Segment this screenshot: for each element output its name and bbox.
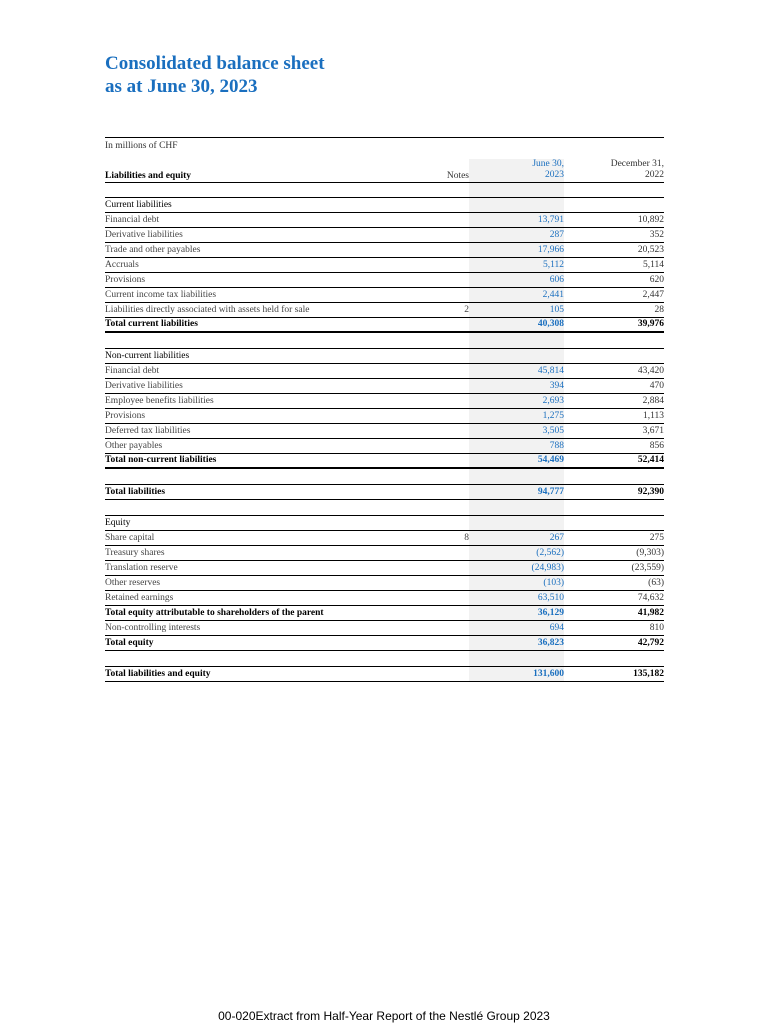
row-note: [445, 377, 469, 378]
current-value: (24,983): [469, 561, 564, 575]
row-note: [445, 452, 469, 453]
prior-value: 1,113: [642, 411, 664, 421]
current-value: 394: [469, 379, 564, 393]
current-value: 2,441: [469, 288, 564, 302]
prior-value: 620: [649, 275, 664, 285]
table-row: [105, 591, 664, 606]
prior-value: 352: [649, 230, 664, 240]
row-label: Provisions: [105, 275, 146, 285]
table-row: [105, 243, 664, 258]
row-label: Translation reserve: [105, 563, 178, 573]
prior-value: 2,447: [642, 290, 664, 300]
prior-value: 856: [649, 441, 664, 451]
header-label: Liabilities and equity: [105, 171, 192, 181]
prior-value: 41,982: [637, 608, 664, 618]
table-row: [105, 228, 664, 243]
current-value: 36,823: [469, 636, 564, 650]
prior-value: 3,671: [642, 426, 664, 436]
row-label: Total equity attributable to shareholders of the parent: [105, 608, 324, 618]
page-footer: 00-020Extract from Half-Year Report of the Nestlé Group 2023: [218, 1009, 550, 1023]
row-note: [445, 559, 469, 560]
table-row: [105, 621, 664, 636]
notes-column-header: Notes: [446, 171, 469, 181]
prior-period-header: [564, 159, 664, 182]
page-title: [105, 52, 325, 98]
row-label: Other reserves: [105, 578, 161, 588]
balance-sheet-table: [105, 137, 664, 682]
row-note: [445, 498, 469, 499]
table-row: [105, 546, 664, 561]
prior-value: 39,976: [637, 319, 664, 329]
current-value: 94,777: [469, 485, 564, 499]
prior-value: 470: [649, 381, 664, 391]
row-note: [445, 649, 469, 650]
row-note: [445, 392, 469, 393]
current-value: 5,112: [469, 258, 564, 272]
table-row: [105, 213, 664, 228]
spacer-row: [105, 651, 664, 667]
prior-value: 52,414: [637, 455, 664, 465]
row-label: Non-current liabilities: [105, 351, 190, 361]
current-value: 2,693: [469, 394, 564, 408]
current-value: 105: [469, 303, 564, 317]
current-value: 63,510: [469, 591, 564, 605]
section-heading: [105, 349, 664, 364]
table-row: [105, 394, 664, 409]
row-label: Total non-current liabilities: [105, 455, 217, 465]
spacer-row: [105, 333, 664, 349]
row-label: Current liabilities: [105, 200, 172, 210]
prior-value: 20,523: [637, 245, 664, 255]
row-note: 8: [464, 533, 469, 543]
total-row: [105, 636, 664, 651]
total-row: [105, 318, 664, 333]
table-row: [105, 303, 664, 318]
total-row: [105, 454, 664, 469]
table-row: [105, 531, 664, 546]
row-label: Financial debt: [105, 215, 160, 225]
row-note: [445, 574, 469, 575]
prior-value: 42,792: [637, 638, 664, 648]
row-note: [445, 330, 469, 331]
prior-value: [564, 211, 664, 212]
current-value: 788: [469, 439, 564, 453]
row-note: [445, 256, 469, 257]
current-value: (103): [469, 576, 564, 590]
row-note: [445, 604, 469, 605]
prior-value: 810: [649, 623, 664, 633]
row-label: Employee benefits liabilities: [105, 396, 214, 406]
prior-value: (9,303): [636, 548, 664, 558]
row-note: [445, 619, 469, 620]
prior-value: 135,182: [633, 669, 664, 679]
current-value: 694: [469, 621, 564, 635]
total-row: [105, 485, 664, 500]
row-label: Trade and other payables: [105, 245, 201, 255]
current-period-line-2: 2023: [545, 170, 564, 180]
row-note: [445, 422, 469, 423]
table-row: [105, 606, 664, 621]
current-value: 267: [469, 531, 564, 545]
spacer-row: [105, 469, 664, 485]
row-note: [445, 634, 469, 635]
row-label: Derivative liabilities: [105, 381, 183, 391]
table-row: [105, 258, 664, 273]
current-value: 40,308: [469, 318, 564, 331]
table-row: [105, 288, 664, 303]
row-label: Share capital: [105, 533, 155, 543]
column-header-row: [105, 159, 664, 183]
current-value: [469, 349, 564, 363]
current-value: [469, 198, 564, 212]
section-heading: [105, 516, 664, 531]
prior-value: 92,390: [637, 487, 664, 497]
row-label: Deferred tax liabilities: [105, 426, 191, 436]
prior-value: 5,114: [642, 260, 664, 270]
title-line-1: Consolidated balance sheet: [105, 53, 325, 74]
prior-value: 28: [654, 305, 664, 315]
row-label: Provisions: [105, 411, 146, 421]
current-value: 17,966: [469, 243, 564, 257]
current-value: 131,600: [469, 667, 564, 681]
row-note: [445, 226, 469, 227]
current-value: (2,562): [469, 546, 564, 560]
prior-value: 275: [649, 533, 664, 543]
row-label: Current income tax liabilities: [105, 290, 217, 300]
row-note: 2: [464, 305, 469, 315]
row-note: [445, 589, 469, 590]
row-note: [445, 301, 469, 302]
row-note: [445, 437, 469, 438]
prior-value: [564, 529, 664, 530]
table-row: [105, 576, 664, 591]
table-row: [105, 273, 664, 288]
row-note: [445, 362, 469, 363]
prior-value: 43,420: [637, 366, 664, 376]
current-value: [469, 516, 564, 530]
row-label: Accruals: [105, 260, 139, 270]
prior-value: 74,632: [637, 593, 664, 603]
current-value: 13,791: [469, 213, 564, 227]
grand-total-row: [105, 667, 664, 682]
table-row: [105, 409, 664, 424]
row-label: Total current liabilities: [105, 319, 198, 329]
row-label: Financial debt: [105, 366, 160, 376]
table-row: [105, 439, 664, 454]
row-note: [445, 680, 469, 681]
prior-value: (63): [648, 578, 664, 588]
spacer-row: [105, 500, 664, 516]
current-value: 1,275: [469, 409, 564, 423]
table-row: [105, 424, 664, 439]
current-value: 606: [469, 273, 564, 287]
row-label: Liabilities directly associated with assets held for sale: [105, 305, 310, 315]
current-value: 54,469: [469, 454, 564, 467]
current-value: 3,505: [469, 424, 564, 438]
current-value: 36,129: [469, 606, 564, 620]
row-note: [445, 529, 469, 530]
row-note: [445, 271, 469, 272]
current-period-header: [469, 159, 564, 182]
row-note: [445, 211, 469, 212]
row-label: Treasury shares: [105, 548, 165, 558]
row-label: Total equity: [105, 638, 154, 648]
units-label: In millions of CHF: [105, 141, 178, 151]
current-value: 287: [469, 228, 564, 242]
current-period-line-1: June 30,: [532, 159, 564, 169]
prior-period-line-1: December 31,: [610, 159, 664, 169]
row-note: [445, 241, 469, 242]
prior-value: (23,559): [631, 563, 664, 573]
section-heading: [105, 198, 664, 213]
row-label: Derivative liabilities: [105, 230, 183, 240]
row-label: Other payables: [105, 441, 163, 451]
table-body: [105, 183, 664, 682]
title-line-2: as at June 30, 2023: [105, 76, 258, 97]
current-value: 45,814: [469, 364, 564, 378]
spacer-row: [105, 183, 664, 198]
prior-value: [564, 362, 664, 363]
table-row: [105, 561, 664, 576]
row-label: Total liabilities: [105, 487, 166, 497]
row-note: [445, 407, 469, 408]
row-label: Total liabilities and equity: [105, 669, 211, 679]
prior-value: 2,884: [642, 396, 664, 406]
table-row: [105, 379, 664, 394]
prior-period-line-2: 2022: [645, 170, 664, 180]
prior-value: 10,892: [637, 215, 664, 225]
row-note: [445, 466, 469, 467]
row-label: Non-controlling interests: [105, 623, 201, 633]
table-row: [105, 364, 664, 379]
row-label: Equity: [105, 518, 131, 528]
row-label: Retained earnings: [105, 593, 174, 603]
row-note: [445, 286, 469, 287]
